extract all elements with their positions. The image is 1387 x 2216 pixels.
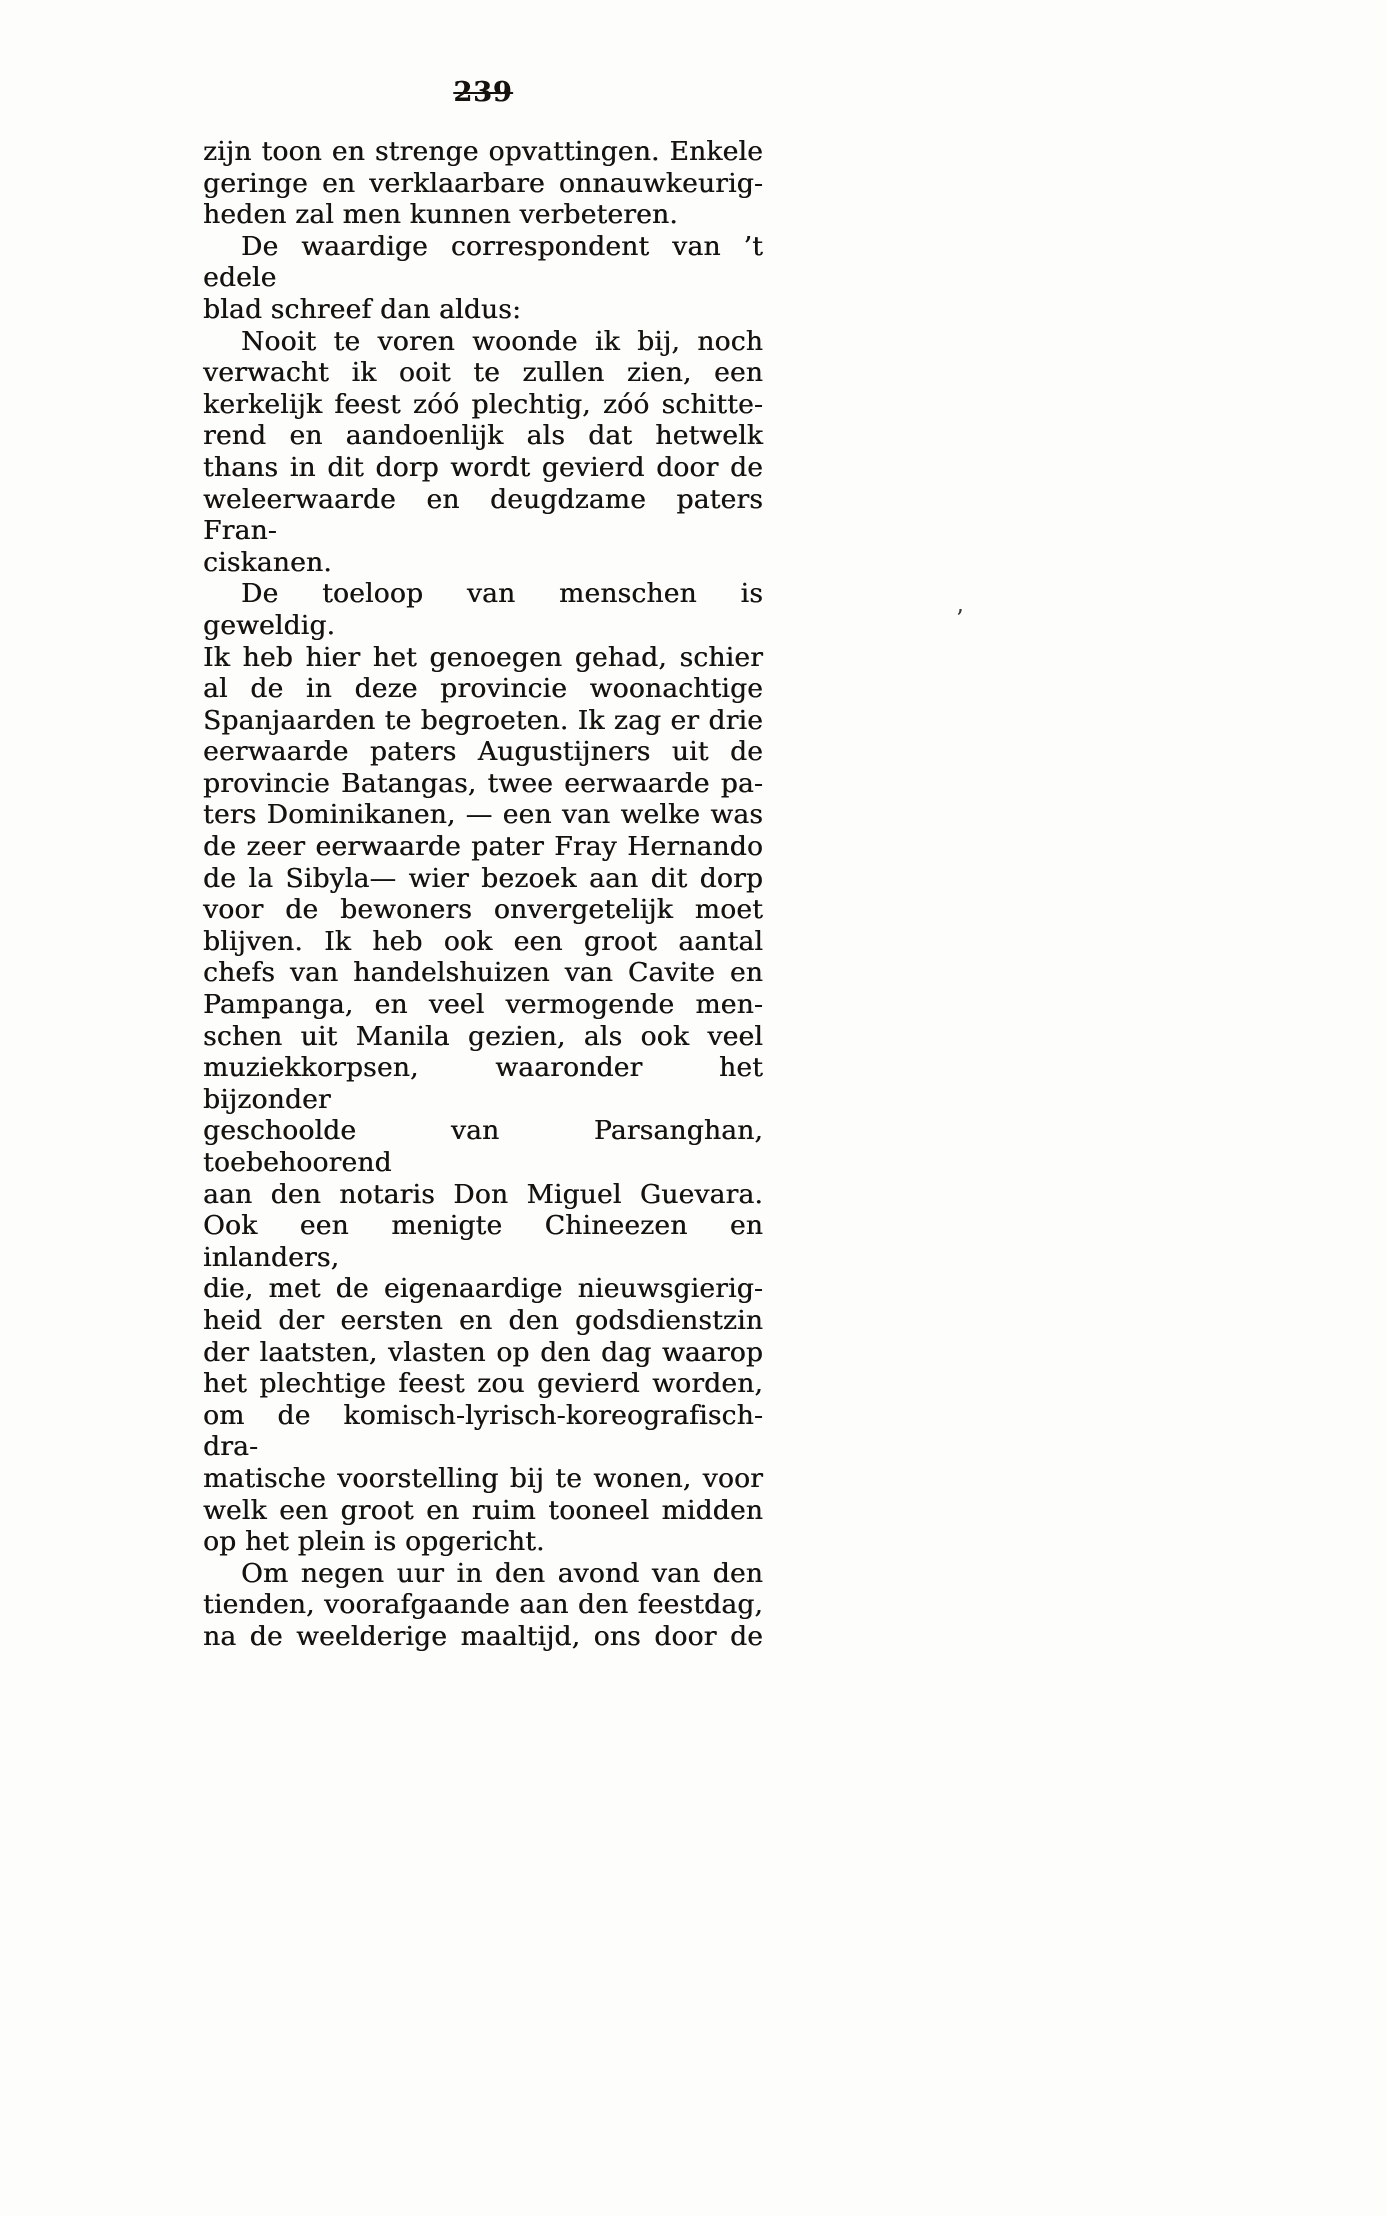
text-line: na de weelderige maaltijd, ons door de [203,1620,763,1652]
text-line: thans in dit dorp wordt gevierd door de [203,451,763,483]
text-line: muziekkorpsen, waaronder het bijzonder [203,1052,763,1115]
text-line: Nooit te voren woonde ik bij, noch [241,325,763,357]
text-line: der laatsten, vlasten op den dag waarop [203,1336,763,1368]
text-line: op het plein is opgericht. [203,1526,545,1558]
text-line: provincie Batangas, twee eerwaarde pa- [203,767,763,799]
page-number: 239 [453,77,513,108]
text-line: heid der eersten en den godsdienstzin [203,1304,763,1336]
body-text [203,136,763,1653]
text-line: heden zal men kunnen verbeteren. [203,199,678,231]
text-line: blad schreef dan aldus: [203,293,522,325]
text-line: De waardige correspondent van ’t edele [203,230,763,294]
text-line: Ik heb hier het genoegen gehad, schier [203,641,763,673]
text-line: Pampanga, en veel vermogende men- [203,989,763,1021]
text-line: ters Dominikanen, — een van welke was [203,799,763,831]
text-line: matische voorstelling bij te wonen, voor [203,1462,763,1494]
text-line: voor de bewoners onvergetelijk moet [203,894,763,926]
text-line: kerkelijk feest zóó plechtig, zóó schitte- [203,388,763,420]
text-line: die, met de eigenaardige nieuwsgierig- [203,1273,763,1305]
text-line: rend en aandoenlijk als dat hetwelk [203,420,763,452]
text-line: om de komisch-lyrisch-koreografisch-dra- [203,1399,763,1463]
text-line: De toeloop van menschen is geweldig. [203,578,763,641]
text-line: weleerwaarde en deugdzame paters Fran- [203,483,763,547]
text-line: schen uit Manila gezien, als ook veel [203,1020,763,1052]
text-line: welk een groot en ruim tooneel midden [203,1494,763,1526]
text-line: zijn toon en strenge opvattingen. Enkele [203,136,763,167]
text-line: Om negen uur in den avond van den [241,1557,763,1589]
scan-speck: ’ [956,605,964,633]
text-line: de la Sibyla— wier bezoek aan dit dorp [203,862,763,894]
text-line: blijven. Ik heb ook een groot aantal [203,925,763,957]
text-line: Spanjaarden te begroeten. Ik zag er drie [203,704,763,736]
text-line: al de in deze provincie woonachtige [203,673,763,705]
text-line: chefs van handelshuizen van Cavite en [203,957,763,989]
text-line: de zeer eerwaarde pater Fray Hernando [203,831,763,863]
text-line: verwacht ik ooit te zullen zien, een [203,357,763,389]
text-column [203,76,763,1653]
text-line: het plechtige feest zou gevierd worden, [203,1368,763,1400]
text-line: aan den notaris Don Miguel Guevara. [203,1178,763,1210]
text-line: geringe en verklaarbare onnauwkeurig- [203,167,763,199]
text-line: ciskanen. [203,546,332,578]
text-line: geschoolde van Parsanghan, toebehoorend [203,1115,763,1178]
text-line: Ook een menigte Chineezen en inlanders, [203,1210,763,1273]
text-line: eerwaarde paters Augustijners uit de [203,736,763,768]
text-line: tienden, voorafgaande aan den feestdag, [203,1589,763,1621]
